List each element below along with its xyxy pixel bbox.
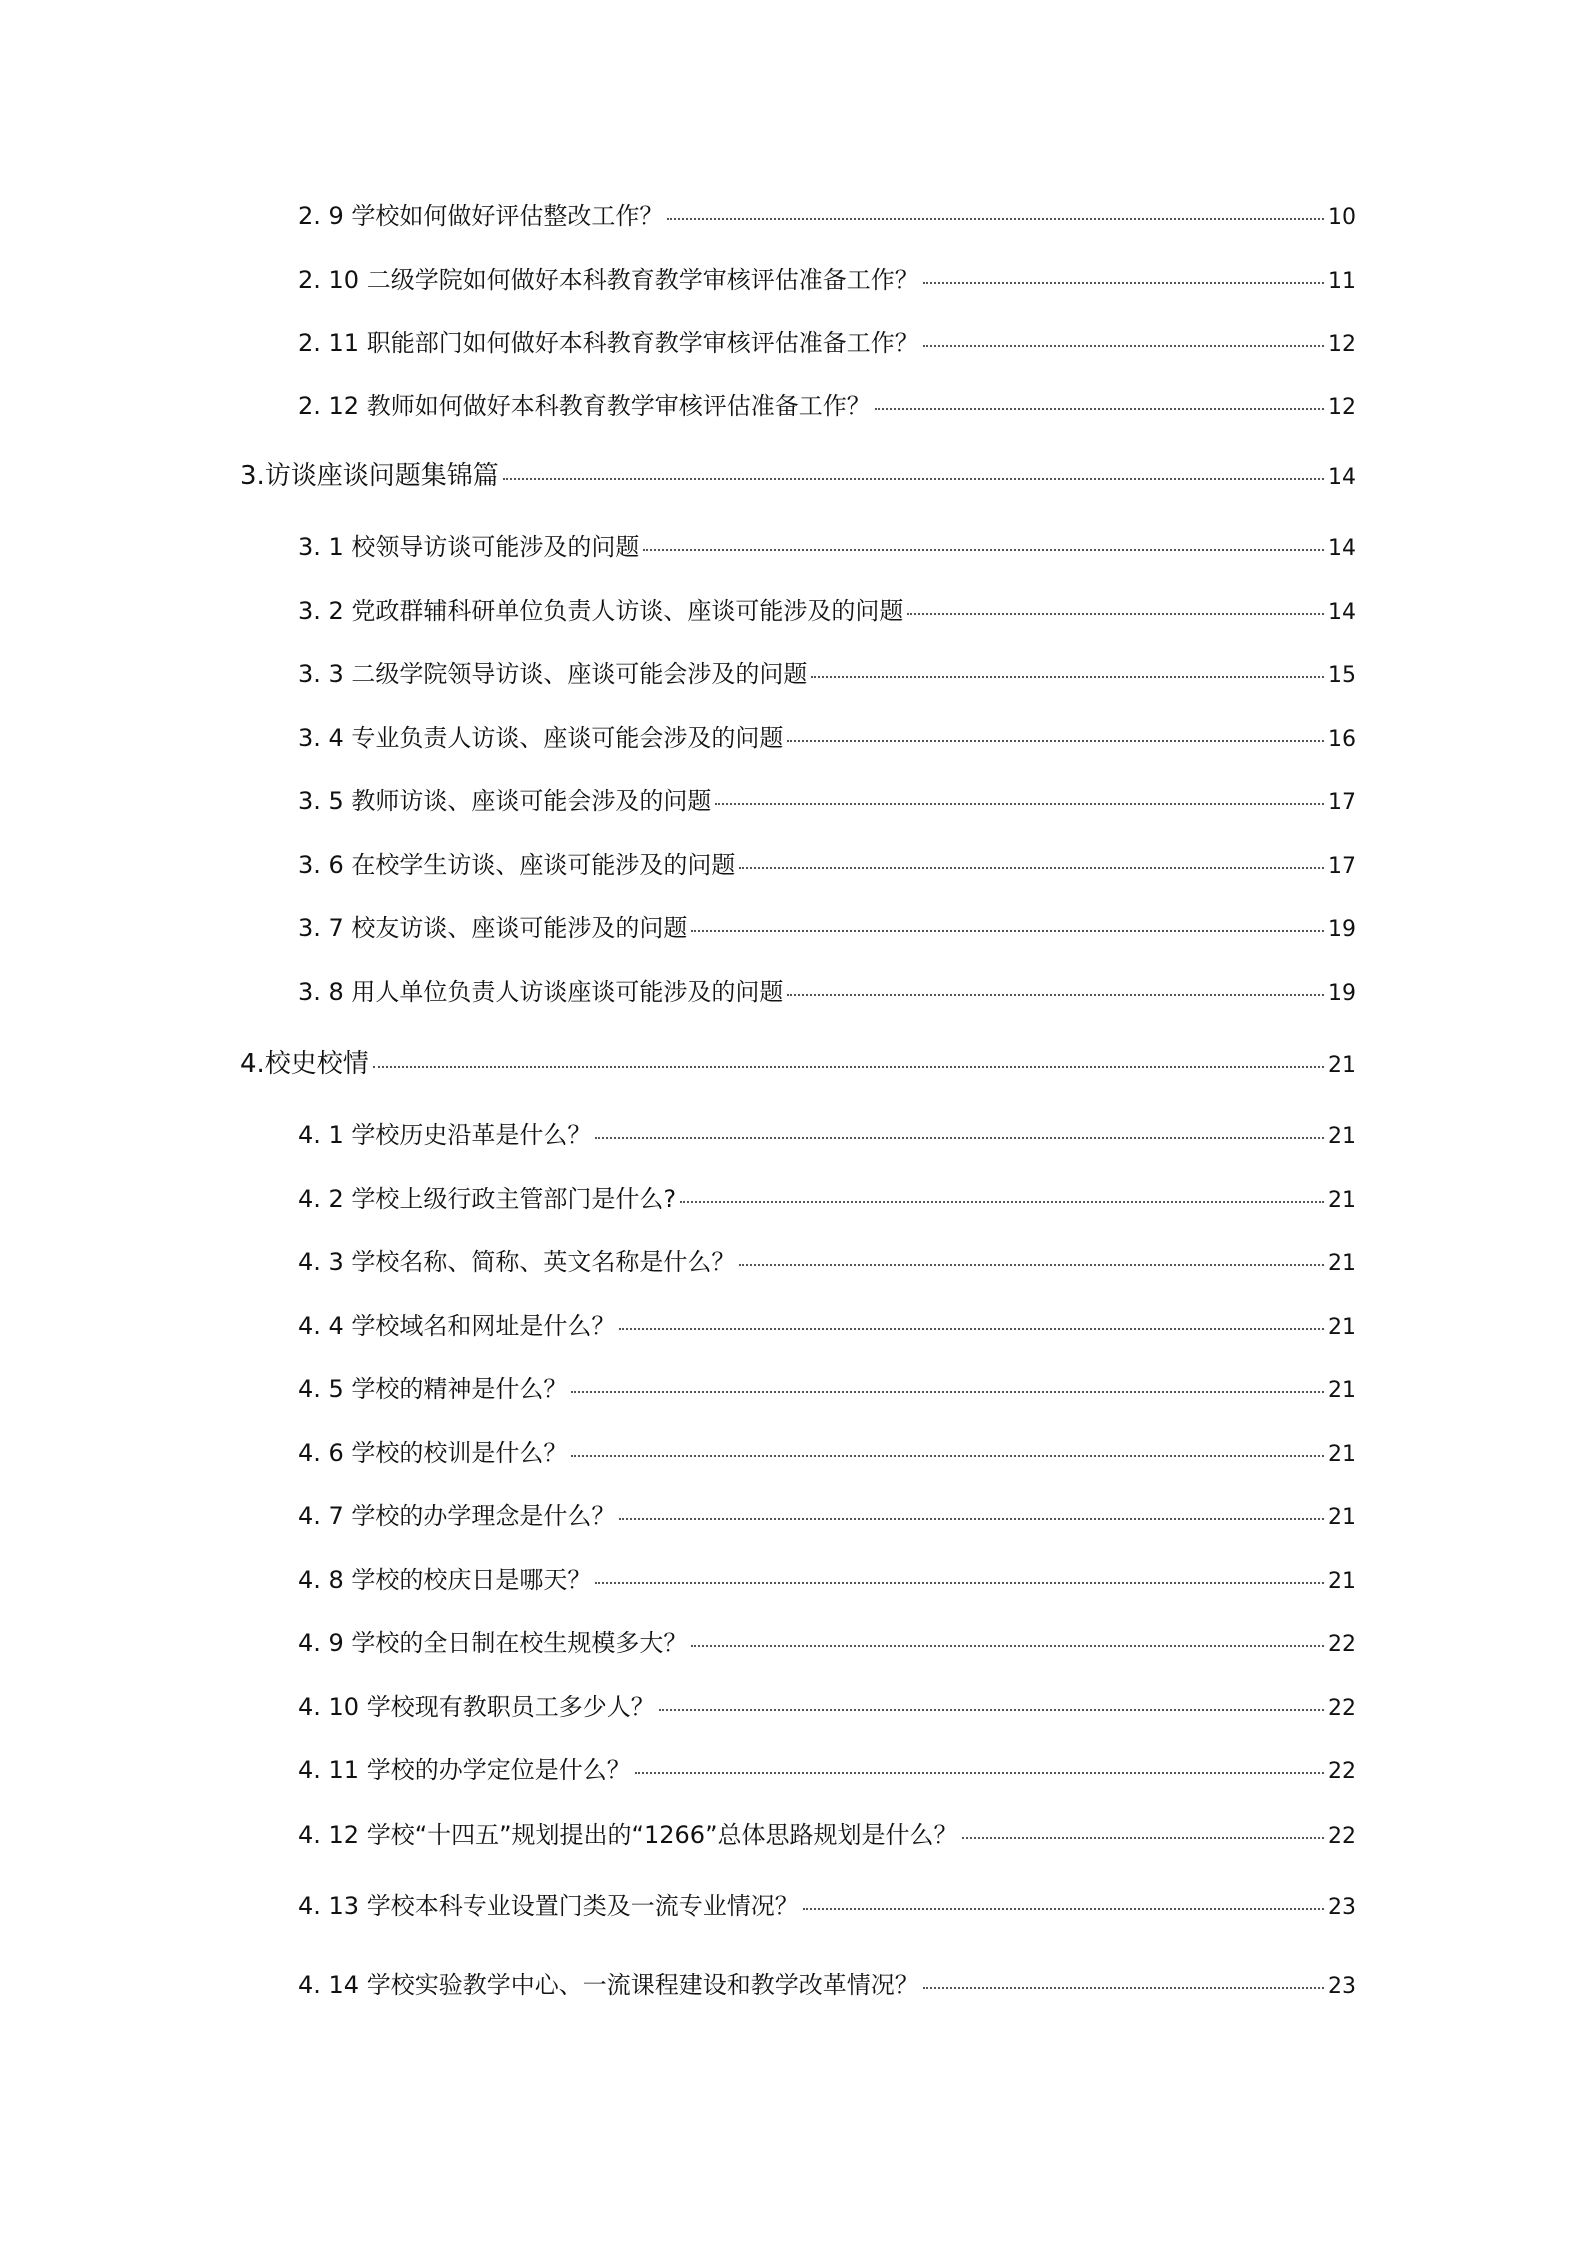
toc-entry-page: 17 — [1328, 854, 1356, 879]
toc-entry-title: 4. 5 学校的精神是什么？ — [298, 1375, 568, 1403]
toc-entry[interactable] — [298, 1687, 1356, 1722]
toc-entry-title: 4.校史校情 — [240, 1049, 369, 1079]
dot-leader — [907, 613, 1324, 615]
toc-entry[interactable] — [298, 1306, 1356, 1341]
toc-entry-title: 3. 6 在校学生访谈、座谈可能涉及的问题 — [298, 851, 736, 879]
toc-entry-title: 2. 12 教师如何做好本科教育教学审核评估准备工作？ — [298, 392, 871, 420]
toc-entry-page: 19 — [1328, 917, 1356, 942]
toc-entry-title: 4. 4 学校域名和网址是什么？ — [298, 1312, 616, 1340]
toc-entry-page: 23 — [1328, 1895, 1356, 1920]
toc-entry-page: 21 — [1328, 1251, 1356, 1276]
toc-entry[interactable] — [298, 1242, 1356, 1277]
dot-leader — [923, 282, 1324, 284]
toc-entry-page: 12 — [1328, 332, 1356, 357]
dot-leader — [715, 803, 1324, 805]
toc-entry-title: 2. 11 职能部门如何做好本科教育教学审核评估准备工作？ — [298, 329, 919, 357]
toc-entry-title: 2. 10 二级学院如何做好本科教育教学审核评估准备工作？ — [298, 266, 919, 294]
toc-entry-page: 21 — [1328, 1315, 1356, 1340]
toc-entry-page: 22 — [1328, 1824, 1356, 1849]
toc-entry[interactable] — [298, 1560, 1356, 1595]
dot-leader — [619, 1518, 1324, 1520]
dot-leader — [739, 867, 1324, 869]
toc-entry-title: 3. 7 校友访谈、座谈可能涉及的问题 — [298, 914, 688, 942]
toc-entry-page: 22 — [1328, 1632, 1356, 1657]
toc-entry-page: 21 — [1328, 1378, 1356, 1403]
toc-entry-page: 21 — [1328, 1188, 1356, 1213]
toc-entry[interactable] — [298, 323, 1356, 358]
dot-leader — [659, 1709, 1324, 1711]
toc-entry-page: 12 — [1328, 395, 1356, 420]
toc-entry-title: 4. 9 学校的全日制在校生规模多大？ — [298, 1629, 688, 1657]
toc-entry-page: 21 — [1328, 1442, 1356, 1467]
toc-entry-title: 3. 2 党政群辅科研单位负责人访谈、座谈可能涉及的问题 — [298, 597, 904, 625]
toc-entry-title: 3. 3 二级学院领导访谈、座谈可能会涉及的问题 — [298, 660, 808, 688]
toc-entry-page: 21 — [1328, 1505, 1356, 1530]
toc-entry[interactable] — [298, 1433, 1356, 1468]
dot-leader — [787, 994, 1324, 996]
toc-entry[interactable] — [298, 972, 1356, 1007]
toc-entry-page: 21 — [1328, 1124, 1356, 1149]
dot-leader — [667, 218, 1324, 220]
toc-entry[interactable] — [298, 196, 1356, 231]
toc-entry-title: 3. 8 用人单位负责人访谈座谈可能涉及的问题 — [298, 978, 784, 1006]
toc-entry[interactable] — [298, 845, 1356, 880]
dot-leader — [923, 345, 1324, 347]
toc-entry[interactable] — [298, 1115, 1356, 1150]
toc-entry-page: 17 — [1328, 790, 1356, 815]
toc-entry-page: 14 — [1328, 465, 1356, 490]
toc-entry[interactable] — [298, 1623, 1356, 1658]
dot-leader — [373, 1066, 1324, 1068]
toc-entry-title: 4. 11 学校的办学定位是什么？ — [298, 1756, 631, 1784]
toc-entry[interactable] — [298, 1179, 1356, 1214]
toc-entry[interactable] — [298, 1965, 1356, 2000]
toc-entry-title: 4. 8 学校的校庆日是哪天？ — [298, 1566, 592, 1594]
toc-entry-page: 16 — [1328, 727, 1356, 752]
toc-entry-title: 4. 6 学校的校训是什么？ — [298, 1439, 568, 1467]
toc-entry-title: 4. 7 学校的办学理念是什么？ — [298, 1502, 616, 1530]
dot-leader — [811, 676, 1324, 678]
dot-leader — [571, 1391, 1324, 1393]
toc-entry[interactable] — [298, 1886, 1356, 1921]
toc-entry-title: 4. 14 学校实验教学中心、一流课程建设和教学改革情况？ — [298, 1971, 919, 1999]
toc-entry[interactable] — [298, 527, 1356, 562]
toc-entry-title: 3.访谈座谈问题集锦篇 — [240, 461, 499, 491]
toc-entry[interactable] — [298, 260, 1356, 295]
toc-entry-page: 22 — [1328, 1696, 1356, 1721]
toc-entry[interactable] — [298, 718, 1356, 753]
dot-leader — [691, 930, 1324, 932]
toc-entry[interactable] — [298, 1369, 1356, 1404]
toc-entry-title: 4. 12 学校“十四五”规划提出的“1266”总体思路规划是什么？ — [298, 1821, 958, 1849]
toc-entry[interactable] — [298, 591, 1356, 626]
toc-entry[interactable] — [298, 908, 1356, 943]
toc-entry-page: 15 — [1328, 663, 1356, 688]
dot-leader — [787, 740, 1324, 742]
toc-entry-section[interactable] — [240, 1043, 1356, 1080]
dot-leader — [739, 1264, 1324, 1266]
dot-leader — [595, 1137, 1324, 1139]
toc-entry[interactable] — [298, 1815, 1356, 1850]
dot-leader — [680, 1201, 1324, 1203]
dot-leader — [635, 1772, 1324, 1774]
toc-entry[interactable] — [298, 654, 1356, 689]
toc-entry-title: 3. 5 教师访谈、座谈可能会涉及的问题 — [298, 787, 712, 815]
toc-entry-page: 14 — [1328, 600, 1356, 625]
dot-leader — [571, 1455, 1324, 1457]
dot-leader — [875, 408, 1324, 410]
toc-entry-page: 11 — [1328, 269, 1356, 294]
toc-entry-title: 4. 10 学校现有教职员工多少人？ — [298, 1693, 655, 1721]
toc-entry-title: 3. 1 校领导访谈可能涉及的问题 — [298, 533, 640, 561]
toc-entry-page: 21 — [1328, 1053, 1356, 1078]
toc-entry[interactable] — [298, 1496, 1356, 1531]
toc-entry[interactable] — [298, 1750, 1356, 1785]
toc-entry-page: 22 — [1328, 1759, 1356, 1784]
toc-entry-page: 14 — [1328, 536, 1356, 561]
toc-entry-page: 19 — [1328, 981, 1356, 1006]
toc-entry-title: 4. 13 学校本科专业设置门类及一流专业情况？ — [298, 1892, 799, 1920]
toc-entry-section[interactable] — [240, 455, 1356, 492]
toc-entry-title: 2. 9 学校如何做好评估整改工作？ — [298, 202, 664, 230]
toc-entry-title: 3. 4 专业负责人访谈、座谈可能会涉及的问题 — [298, 724, 784, 752]
dot-leader — [503, 478, 1324, 480]
toc-entry[interactable] — [298, 781, 1356, 816]
toc-entry-page: 23 — [1328, 1974, 1356, 1999]
dot-leader — [923, 1987, 1324, 1989]
toc-entry-page: 21 — [1328, 1569, 1356, 1594]
toc-entry-page: 10 — [1328, 205, 1356, 230]
dot-leader — [803, 1908, 1324, 1910]
toc-entry[interactable] — [298, 386, 1356, 421]
dot-leader — [643, 549, 1324, 551]
toc-entry-title: 4. 1 学校历史沿革是什么？ — [298, 1121, 592, 1149]
dot-leader — [962, 1837, 1324, 1839]
dot-leader — [595, 1582, 1324, 1584]
dot-leader — [691, 1645, 1324, 1647]
toc-entry-title: 4. 3 学校名称、简称、英文名称是什么？ — [298, 1248, 736, 1276]
toc-entry-title: 4. 2 学校上级行政主管部门是什么? — [298, 1185, 677, 1213]
dot-leader — [619, 1328, 1324, 1330]
